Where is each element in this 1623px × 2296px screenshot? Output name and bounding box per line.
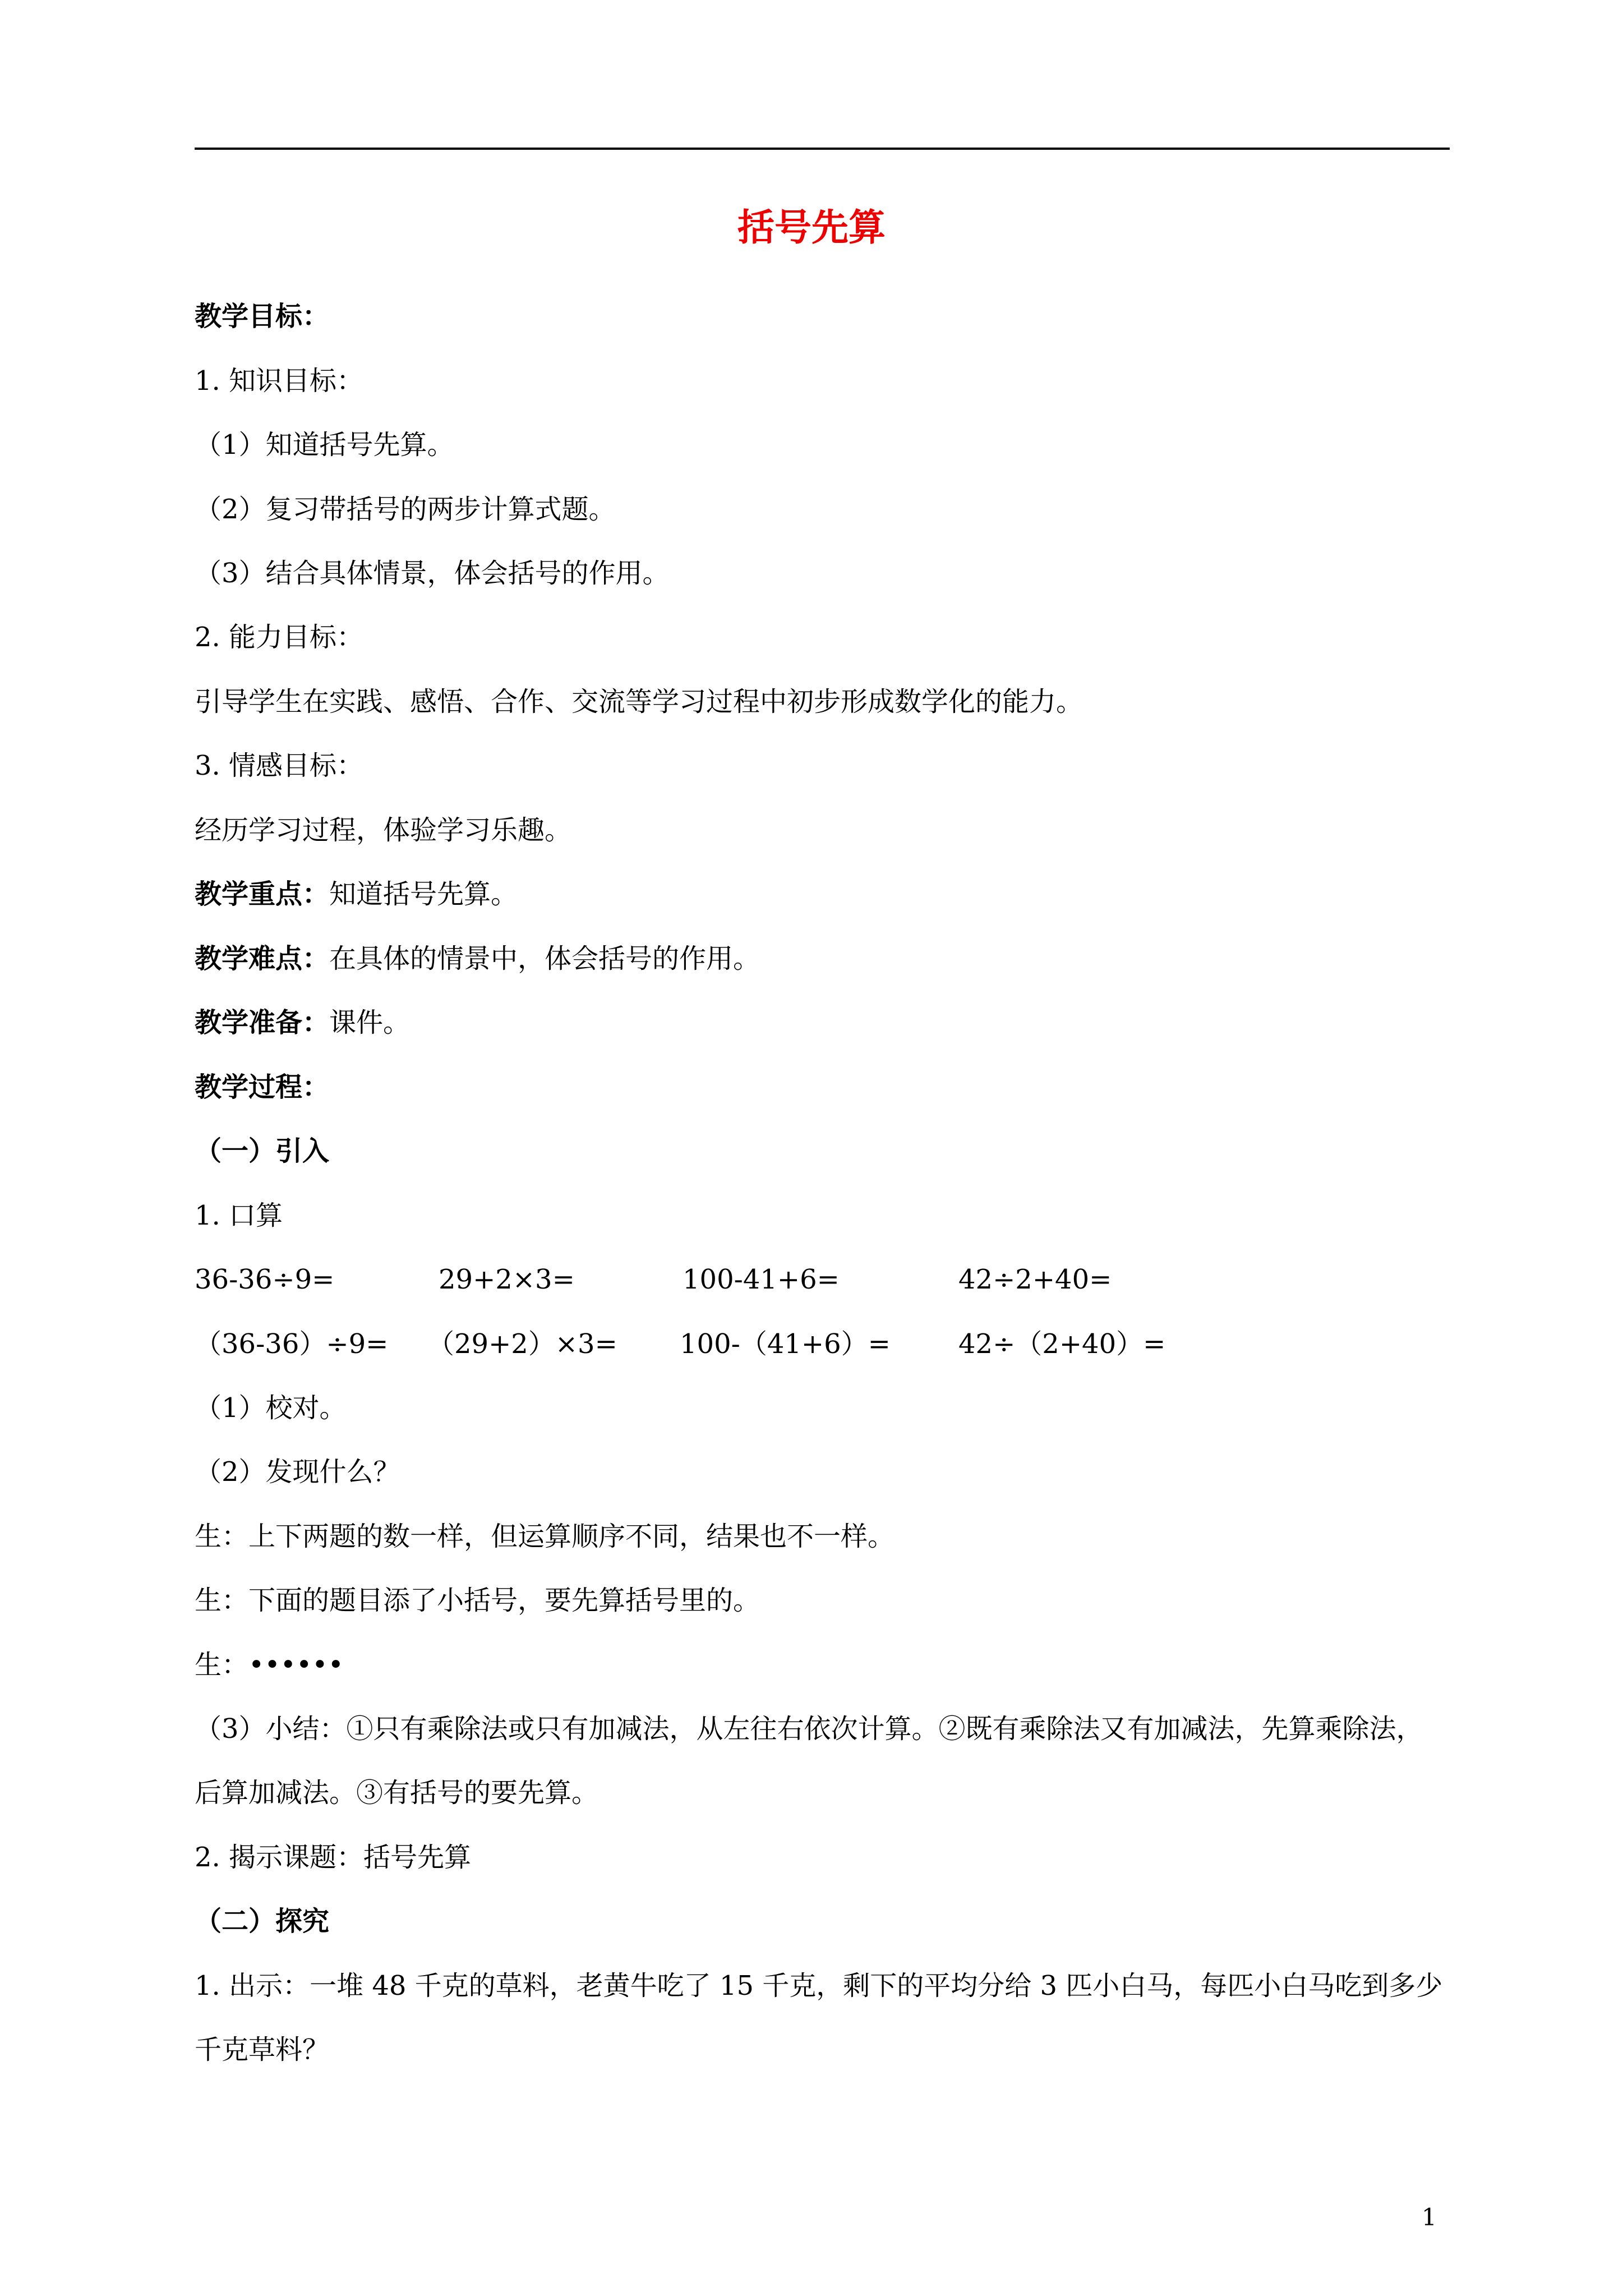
exercise-1-1: 36-36÷9= <box>195 1264 335 1295</box>
objective-2: 2. 能力目标： <box>195 622 364 653</box>
step-oral-calc: 1. 口算 <box>195 1200 283 1231</box>
student-answer-3: 生：•••••• <box>195 1649 344 1681</box>
exercise-1-2: 29+2×3= <box>439 1264 575 1295</box>
exercise-2-3: 100-（41+6）= <box>680 1328 891 1360</box>
step-reveal-topic: 2. 揭示课题：括号先算 <box>195 1842 472 1873</box>
student-answer-2: 生：下面的题目添了小括号，要先算括号里的。 <box>195 1585 760 1616</box>
document-title: 括号先算 <box>737 205 886 249</box>
check-step: （1）校对。 <box>195 1392 347 1424</box>
problem-paragraph: 1. 出示：一堆 48 千克的草料，老黄牛吃了 15 千克，剩下的平均分给 3 匹小白马，每匹小白马吃到多少千克草料？ <box>195 1970 1443 2065</box>
discover-step: （2）发现什么？ <box>195 1456 400 1488</box>
header-rule <box>195 148 1450 150</box>
exercise-2-4: 42÷（2+40）= <box>958 1328 1166 1360</box>
objectives-heading: 教学目标： <box>195 301 330 332</box>
preparation-label: 教学准备： <box>195 1007 330 1038</box>
objective-3: 3. 情感目标： <box>195 750 364 781</box>
exercise-2-2: （29+2）×3= <box>427 1328 617 1360</box>
objective-2-text: 引导学生在实践、感悟、合作、交流等学习过程中初步形成数学化的能力。 <box>195 686 1083 717</box>
preparation <box>195 1009 410 1036</box>
section-explore: （二）探究 <box>195 1906 330 1937</box>
objective-1b: （2）复习带括号的两步计算式题。 <box>195 494 616 525</box>
exercise-2-1: （36-36）÷9= <box>195 1328 389 1360</box>
section-intro: （一）引入 <box>195 1135 330 1167</box>
difficult-point-label: 教学难点： <box>195 943 330 974</box>
objective-1a: （1）知道括号先算。 <box>195 429 454 461</box>
objective-1: 1. 知识目标： <box>195 365 364 397</box>
page-number: 1 <box>1422 2203 1437 2231</box>
objective-3-text: 经历学习过程，体验学习乐趣。 <box>195 815 572 846</box>
exercise-1-3: 100-41+6= <box>683 1264 840 1295</box>
difficult-point-text: 在具体的情景中，体会括号的作用。 <box>329 943 760 974</box>
summary-paragraph: （3）小结：①只有乘除法或只有加减法，从左往右依次计算。②既有乘除法又有加减法，先算乘除法，后算加减法。③有括号的要先算。 <box>195 1713 1423 1809</box>
difficult-point <box>195 945 760 972</box>
process-heading: 教学过程： <box>195 1071 330 1103</box>
objective-1c: （3）结合具体情景，体会括号的作用。 <box>195 558 670 589</box>
exercise-1-4: 42÷2+40= <box>958 1264 1112 1295</box>
key-point-label: 教学重点： <box>195 878 330 910</box>
preparation-text: 课件。 <box>329 1007 411 1038</box>
key-point-text: 知道括号先算。 <box>329 878 518 910</box>
key-point <box>195 878 518 910</box>
student-answer-1: 生：上下两题的数一样，但运算顺序不同，结果也不一样。 <box>195 1521 895 1552</box>
